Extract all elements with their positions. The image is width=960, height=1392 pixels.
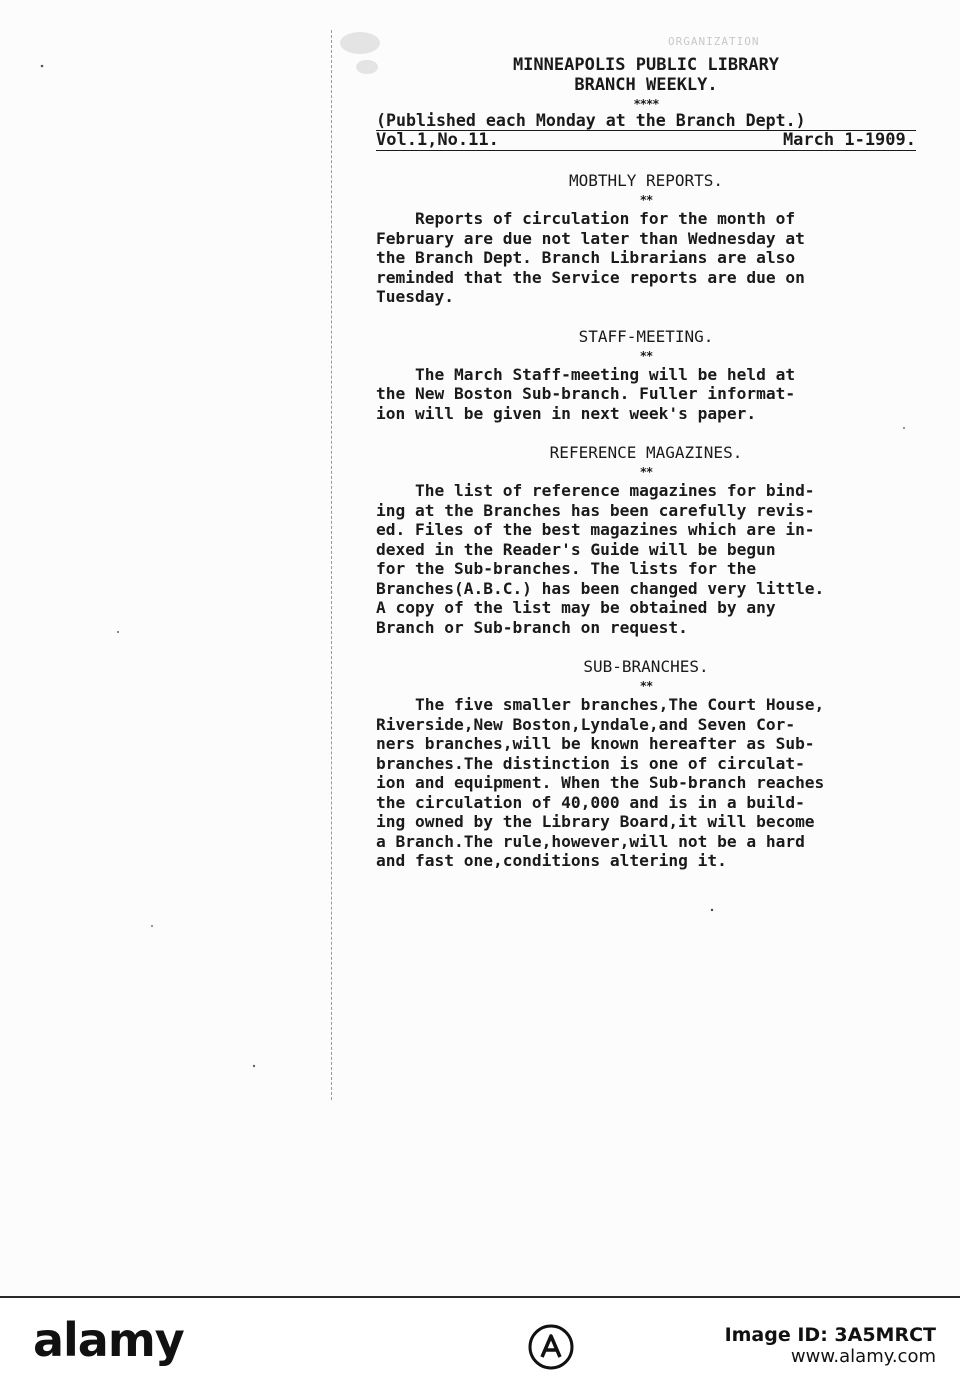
paragraph-line: The March Staff-meeting will be held at [376,364,796,384]
paragraph-line: and fast one,conditions altering it. [376,851,727,870]
paragraph-line: February are due not later than Wednesday at [376,228,805,248]
published-note: (Published each Monday at the Branch Dept.) [376,111,806,130]
publication-name: MINNEAPOLIS PUBLIC LIBRARY [512,55,780,75]
newsletter [376,55,916,871]
section-paragraph [376,481,916,637]
section-stars: ** [639,193,653,207]
section-stars: ** [639,348,653,363]
fold-line [331,30,332,1100]
paragraph-line: ed. Files of the best magazines which are in- [376,520,815,539]
section-heading: SUB-BRANCHES. [583,657,709,676]
paragraph-line: Branches(A.B.C.) has been changed very little. [376,578,825,598]
scan-smudge [356,60,378,74]
paragraph-line: ion will be given in next week's paper. [376,403,757,423]
section-stars: ** [639,465,653,479]
image-id: Image ID: 3A5MRCT [724,1324,936,1346]
alamy-url: www.alamy.com [790,1346,936,1367]
paragraph-line: a Branch.The rule,however,will not be a hard [376,831,805,851]
paragraph-line: reminded that the Service reports are due on [376,267,805,287]
paragraph-line: ing owned by the Library Board,it will become [376,812,815,831]
paragraph-line: dexed in the Reader's Guide will be begun [376,539,776,559]
paragraph-line: ion and equipment. When the Sub-branch reaches [376,773,825,792]
issue-line [376,131,916,151]
paragraph-line: ing at the Branches has been carefully revis- [376,500,815,520]
issue-date: March 1-1909. [782,130,916,150]
section-heading: MOBTHLY REPORTS. [568,171,724,190]
alamy-logo: alamy [33,1313,184,1367]
sections [376,171,916,871]
alamy-a-icon [528,1324,574,1370]
section-paragraph [376,209,916,307]
paragraph-line: Tuesday. [376,287,454,306]
section-heading: REFERENCE MAGAZINES. [549,443,743,462]
faded-stamp: ORGANIZATION [668,35,760,48]
footer-meta [725,1324,936,1368]
paragraph-line: for the Sub-branches. The lists for the [376,559,757,578]
paragraph-line: the New Boston Sub-branch. Fuller informat- [376,384,796,403]
published-line [376,111,916,131]
paragraph-line: A copy of the list may be obtained by any [376,598,776,617]
volume-number: Vol.1,No.11. [376,130,499,150]
paragraph-line: the circulation of 40,000 and is in a build- [376,792,805,812]
section-heading: STAFF-MEETING. [578,326,714,346]
section-stars: ** [639,679,653,693]
section-paragraph [376,365,916,424]
watermark-footer [0,1296,960,1392]
paragraph-line: Reports of circulation for the month of [376,209,796,228]
section-paragraph [376,695,916,871]
publication-subtitle: BRANCH WEEKLY. [574,75,718,95]
paragraph-line: branches.The distinction is one of circulat- [376,753,805,773]
paragraph-line: The list of reference magazines for bind- [376,481,815,500]
paragraph-line: ners branches,will be known hereafter as Sub- [376,734,815,753]
paragraph-line: the Branch Dept. Branch Librarians are also [376,248,796,267]
scan-smudge [340,32,380,54]
paragraph-line: The five smaller branches,The Court House, [376,695,825,714]
paragraph-line: Branch or Sub-branch on request. [376,617,688,637]
header-stars: **** [633,97,659,111]
paragraph-line: Riverside,New Boston,Lyndale,and Seven Cor- [376,714,796,734]
